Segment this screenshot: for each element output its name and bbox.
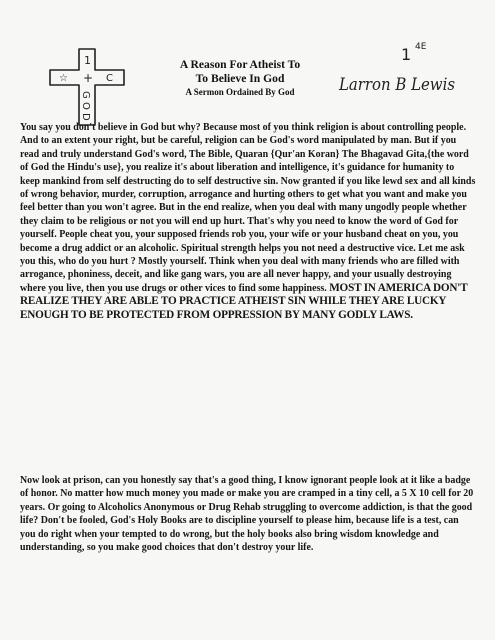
cross-mark-bottom-1: G — [80, 91, 91, 99]
page-number — [397, 38, 439, 64]
title-block — [140, 58, 340, 98]
cross-mark-top: 1 — [84, 54, 91, 67]
cross-mark-right: C — [106, 73, 113, 84]
hand-drawn-cross-icon — [48, 48, 126, 126]
cross-mark-bottom-3: D — [80, 113, 91, 121]
sermon-body-paragraph-1 — [20, 121, 476, 322]
page-number-superscript: 4E — [415, 42, 427, 52]
signature-text: Larron B Lewis — [338, 75, 456, 95]
title-line-1: A Reason For Atheist To — [179, 58, 301, 71]
handwritten-signature — [337, 70, 457, 96]
subtitle: A Sermon Ordained By God — [185, 87, 295, 97]
title-line-2: To Believe In God — [195, 72, 285, 85]
cross-mark-bottom-2: O — [80, 102, 91, 110]
cross-mark-center: + — [83, 71, 94, 85]
page-number-main: 1 — [401, 45, 412, 64]
sermon-body-paragraph-2: Now look at prison, can you honestly say that's a good thing, I know ignorant people look at it like a badge of honor. No matter how much money you made or make you are cramped in a tiny cell, a 5 X 10 cell for 20 years. Or going to Alcoholics Anonymous or Drug Rehab struggling to overcome addiction, is that the good life? Don't be fooled, God's Holy Books are to discipline yourself to please him, because life is a test, can you do right when your tempted to do wrong, but the holy books also bring wisdom knowledge and understanding, so you make good choices that don't destroy your life. — [20, 475, 474, 554]
cross-mark-left: ☆ — [59, 73, 68, 84]
paragraph-1-emphasis: MOST IN AMERICA DON'T REALIZE THEY ARE ABLE TO PRACTICE ATHEIST SIN WHILE THEY ARE LUCKY ENOUGH TO BE PROTECTED FROM OPPRESSION BY MANY GODLY LAWS. — [20, 281, 468, 321]
paragraph-1-text: You say you don't believe in God but why? Because most of you think religion is about controlling people. And to an extent your right, but be careful, religion can be God's word manipulated by man. But if you read and truly understand God's word, The Bible, Quaran {Qur'an Koran} The Bhagavad Gita,{the word of God the Hindu's use}, you realize it's about liberation and intelligence, it's guidance for humanity to keep mankind from self destructing do to self destructive sin. Now granted if you like lewd sex and all kinds of wrong behavior, murder, corruption, arrogance and hurting others to get what you want and make you feel better than you won't agree. But in the end realize, when you deal with many ungodly people whether they claim to be religious or not you will end up hurt. That's why you need to know the word of God for yourself. People cheat you, your supposed friends rob you, your wife or your husband cheat on you, you become a drug addict or an alcoholic. Spiritual strength helps you not need a destructive vice. Let me ask you this, who do you hurt ? Mostly yourself. Think when you deal with many friends who are filled with arrogance, phoniness, deceit, and like gang wars, you are all never happy, and your usually destroying where you live, then you use drugs or other vices to find some happiness. — [20, 122, 476, 294]
